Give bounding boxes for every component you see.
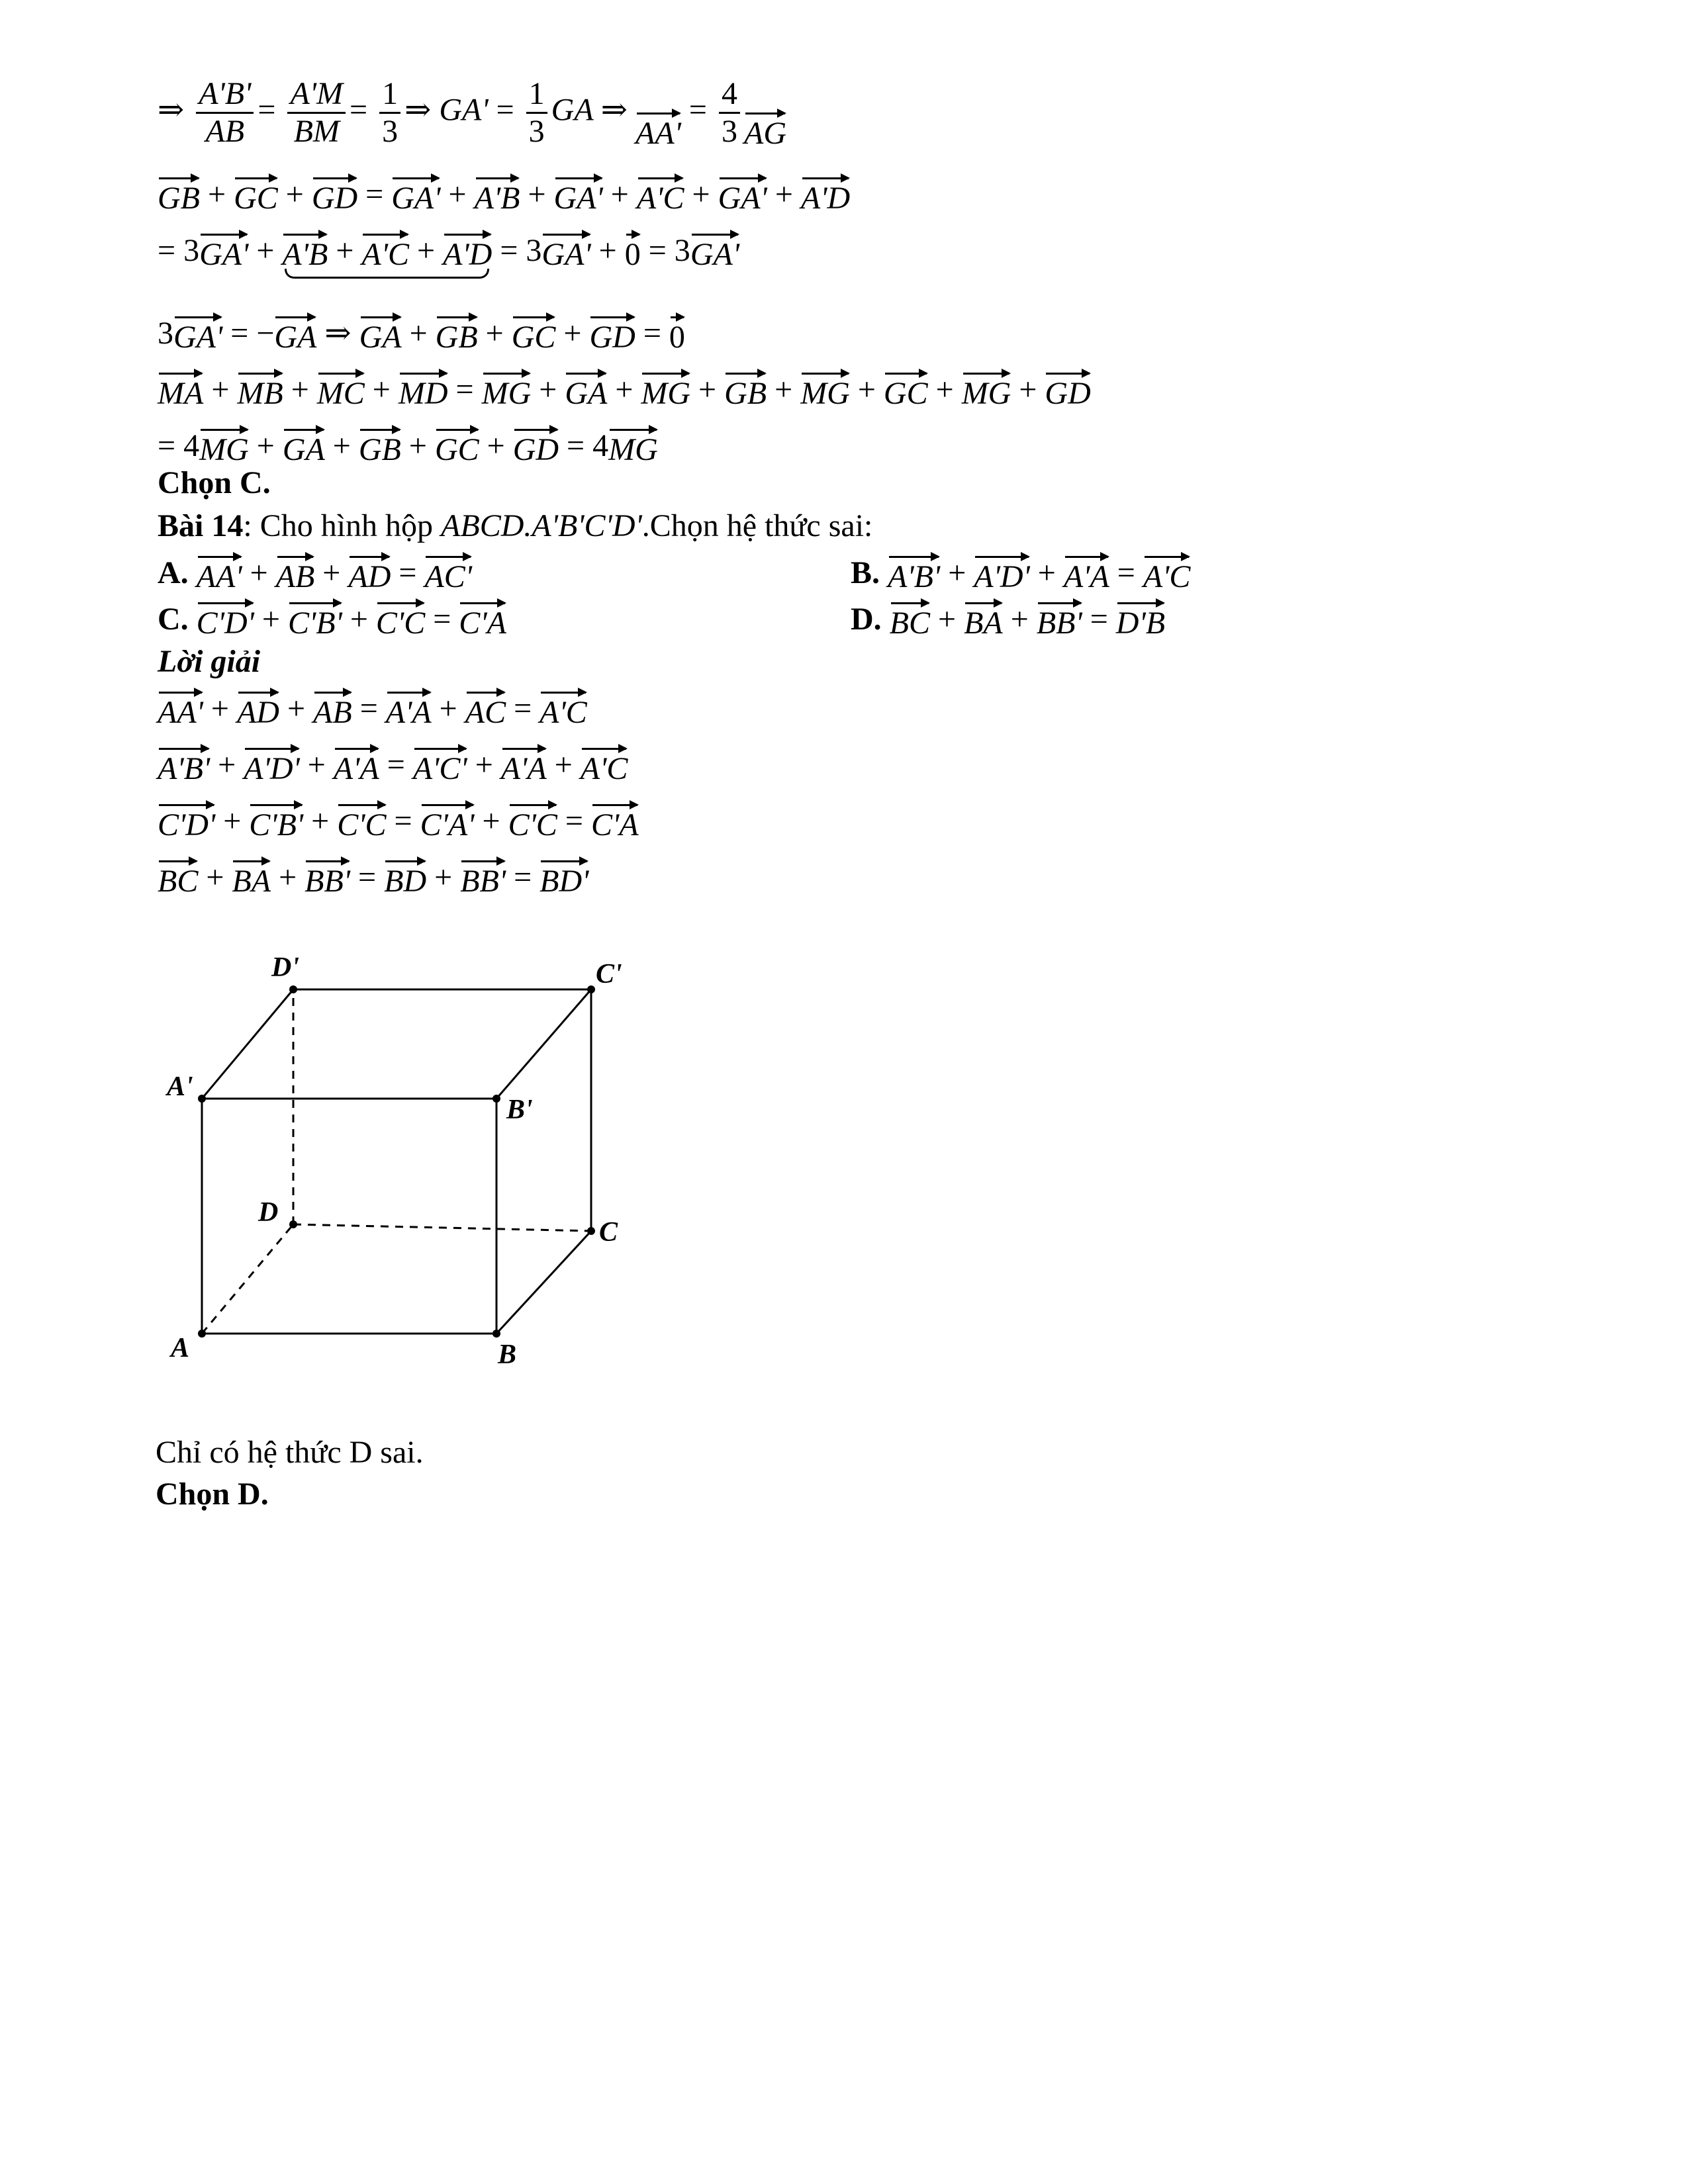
derivation-line-2: GB + GC + GD = GA' + A'B + GA' + A'C + GA' + A'D — [158, 171, 850, 214]
vertex-d1 — [289, 985, 297, 993]
label-d1: D' — [271, 952, 299, 983]
derivation-line-4: 3GA' = −GA ⇒ GA + GB + GC + GD = 0 — [158, 310, 685, 353]
problem-question: .Chọn hệ thức sai: — [641, 508, 873, 543]
vertex-b — [492, 1330, 500, 1338]
label-c: C — [599, 1217, 618, 1248]
vertex-a — [198, 1330, 206, 1338]
option-b: B. A'B' + A'D' + A'A = A'C — [851, 549, 1190, 593]
label-a: A — [171, 1333, 190, 1363]
option-c-letter: C. — [158, 602, 189, 637]
edge-d-c — [293, 1224, 591, 1231]
conclusion-text: Chỉ có hệ thức D sai. — [156, 1435, 424, 1470]
solution-line-3: C'D' + C'B' + C'C = C'A' + C'C = C'A — [158, 797, 639, 841]
label-c1: C' — [596, 959, 622, 989]
option-a-letter: A. — [158, 555, 189, 590]
vertex-d — [289, 1220, 297, 1228]
vertex-a1 — [198, 1095, 206, 1103]
option-b-letter: B. — [851, 555, 880, 590]
solution-line-1: AA' + AD + AB = A'A + AC = A'C — [158, 685, 587, 729]
derivation-line-1: ⇒ $\frac{A'B'}{AB}$ = $\frac{A'M}{BM}$ = $\frac{1}{3}$ ⇒ GA' = $\frac{1}{3}$ GA ⇒ AA' = $\frac{4}{3}$ AG — [158, 76, 786, 151]
option-a: A. AA' + AB + AD = AC' — [158, 549, 472, 593]
problem-text: : Cho hình hộp — [243, 508, 442, 543]
vertex-c — [587, 1227, 595, 1235]
vertex-c1 — [587, 985, 595, 993]
edge-a1-d1 — [202, 989, 293, 1099]
derivation-line-3: = 3GA' + A'B + A'C + A'D = 3GA' + 0 = 3GA' — [158, 227, 739, 271]
label-a1: A' — [167, 1071, 193, 1102]
derivation-line-5: MA + MB + MC + MD = MG + GA + MG + GB + MG + GC + MG + GD — [158, 366, 1091, 410]
edge-a-d — [202, 1224, 293, 1334]
solution-line-2: A'B' + A'D' + A'A = A'C' + A'A + A'C — [158, 741, 628, 785]
derivation-line-6: = 4MG + GA + GB + GC + GD = 4MG — [158, 422, 658, 466]
choose-d-text: Chọn D. — [156, 1477, 269, 1512]
label-b: B — [498, 1340, 517, 1370]
problem-label: Bài 14 — [158, 508, 244, 543]
solution-heading: Lời giải — [158, 644, 261, 679]
edge-b-c — [496, 1231, 591, 1334]
problem-figure: ABCD.A'B'C'D' — [441, 508, 642, 543]
label-b1: B' — [506, 1095, 533, 1125]
option-c: C. C'D' + C'B' + C'C = C'A — [158, 596, 506, 639]
edge-b1-c1 — [496, 989, 591, 1099]
vertex-b1 — [492, 1095, 500, 1103]
option-d: D. BC + BA + BB' = D'B — [851, 596, 1165, 639]
label-d: D — [258, 1197, 279, 1228]
choose-c-text: Chọn C. — [158, 465, 271, 500]
option-d-letter: D. — [851, 602, 882, 637]
problem-statement — [158, 506, 872, 546]
solution-line-4: BC + BA + BB' = BD + BB' = BD' — [158, 854, 588, 897]
